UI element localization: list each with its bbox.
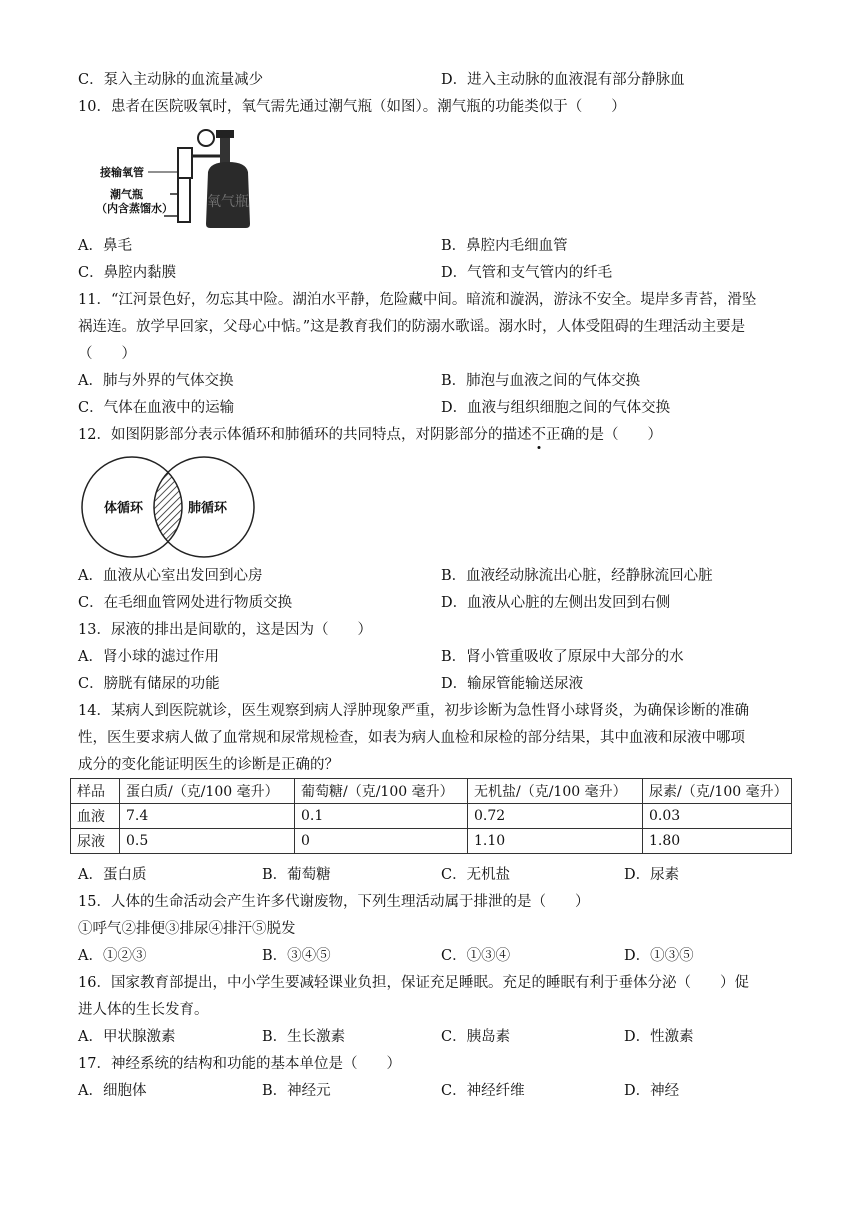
q14-stem-line3: 成分的变化能证明医生的诊断是正确的？ <box>78 757 339 773</box>
q10-option-b: B．鼻腔内毛细血管 <box>441 238 568 254</box>
q12-stem-pre: 12．如图阴影部分表示体循环和肺循环的共同特点，对阴影部分的描述 <box>78 427 532 443</box>
table-header: 无机盐/（克/100 毫升） <box>468 779 643 804</box>
q17-option-b: B．神经元 <box>262 1083 331 1099</box>
q14-option-a: A．蛋白质 <box>78 867 147 883</box>
table-cell: 1.80 <box>643 829 792 854</box>
q11-option-c: C．气体在血液中的运输 <box>78 400 235 416</box>
q10-option-d: D．气管和支气管内的纤毛 <box>441 265 613 281</box>
table-row <box>71 829 792 854</box>
q10-option-c: C．鼻腔内黏膜 <box>78 265 177 281</box>
q14-stem-line2: 性，医生要求病人做了血常规和尿常规检查，如表为病人血检和尿检的部分结果，其中血液和尿液中哪项 <box>78 730 745 746</box>
q13-option-c: C．膀胱有储尿的功能 <box>78 676 220 692</box>
label-pulmonary-circulation: 肺循环 <box>188 501 228 516</box>
table-header-row <box>71 779 792 804</box>
q9-option-d: D．进入主动脉的血液混有部分静脉血 <box>441 72 685 88</box>
label-distilled-water: （内含蒸馏水） <box>98 202 173 215</box>
table-cell: 0 <box>295 829 468 854</box>
q11-stem-line1: 11．“江河景色好，勿忘其中险。湖泊水平静，危险藏中间。暗流和漩涡，游泳不安全。堤岸多青苔，滑坠 <box>78 292 757 308</box>
q10-humidifier-figure <box>98 126 276 230</box>
q16-option-b: B．生长激素 <box>262 1029 346 1045</box>
q17-option-d: D．神经 <box>624 1083 680 1099</box>
q12-option-d: D．血液从心脏的左侧出发回到右侧 <box>441 595 671 611</box>
table-header: 样品 <box>71 779 120 804</box>
q15-option-c: C．①③④ <box>441 948 511 964</box>
q16-stem-line1: 16．国家教育部提出，中小学生要减轻课业负担，保证充足睡眠。充足的睡眠有利于垂体分泌（ ）促 <box>78 975 749 991</box>
table-cell: 1.10 <box>468 829 643 854</box>
oxygen-tank-label: 氧气瓶 <box>207 194 249 210</box>
q15-option-d: D．①③⑤ <box>624 948 694 964</box>
q11-option-b: B．肺泡与血液之间的气体交换 <box>441 373 641 389</box>
q14-option-c: C．无机盐 <box>441 867 511 883</box>
q12-stem-post: 正确的是（ ） <box>545 427 662 443</box>
q16-option-c: C．胰岛素 <box>441 1029 511 1045</box>
q11-option-d: D．血液与组织细胞之间的气体交换 <box>441 400 671 416</box>
q15-option-b: B．③④⑤ <box>262 948 331 964</box>
q16-option-d: D．性激素 <box>624 1029 694 1045</box>
label-humidifier-bottle: 潮气瓶 <box>110 188 143 201</box>
q16-option-a: A．甲状腺激素 <box>78 1029 176 1045</box>
label-oxygen-tube: 接输氧管 <box>100 166 144 179</box>
table-cell: 血液 <box>71 804 120 829</box>
label-systemic-circulation: 体循环 <box>104 501 144 516</box>
table-cell: 7.4 <box>120 804 295 829</box>
table-cell: 0.1 <box>295 804 468 829</box>
table-cell: 0.03 <box>643 804 792 829</box>
q12-option-c: C．在毛细血管网处进行物质交换 <box>78 595 293 611</box>
table-header: 蛋白质/（克/100 毫升） <box>120 779 295 804</box>
q14-results-table <box>70 778 792 854</box>
table-cell: 0.5 <box>120 829 295 854</box>
table-header: 尿素/（克/100 毫升） <box>643 779 792 804</box>
q16-stem-line2: 进人体的生长发育。 <box>78 1002 209 1018</box>
q14-option-b: B．葡萄糖 <box>262 867 331 883</box>
q17-stem: 17．神经系统的结构和功能的基本单位是（ ） <box>78 1056 401 1072</box>
q15-stem: 15．人体的生命活动会产生许多代谢废物，下列生理活动属于排泄的是（ ） <box>78 894 590 910</box>
q13-stem: 13．尿液的排出是间歇的，这是因为（ ） <box>78 622 372 638</box>
q17-option-c: C．神经纤维 <box>441 1083 525 1099</box>
q13-option-b: B．肾小管重吸收了原尿中大部分的水 <box>441 649 684 665</box>
q9-option-c: C．泵入主动脉的血流量减少 <box>78 72 264 88</box>
q12-venn-diagram <box>76 452 260 562</box>
q12-option-a: A．血液从心室出发回到心房 <box>78 568 263 584</box>
q12-emphasis-char: 不 <box>531 427 546 443</box>
q13-option-a: A．肾小球的滤过作用 <box>78 649 219 665</box>
q10-stem: 10．患者在医院吸氧时，氧气需先通过潮气瓶（如图）。潮气瓶的功能类似于（ ） <box>78 99 626 115</box>
q11-stem-line2: 祸连连。放学早回家，父母心中惦。”这是教育我们的防溺水歌谣。溺水时，人体受阻碍的生理活动主要是 <box>78 319 746 335</box>
q11-stem-line3: （ ） <box>78 346 136 362</box>
table-cell: 0.72 <box>468 804 643 829</box>
q10-option-a: A．鼻毛 <box>78 238 132 254</box>
q12-stem <box>78 425 662 445</box>
q12-option-b: B．血液经动脉流出心脏，经静脉流回心脏 <box>441 568 713 584</box>
q11-option-a: A．肺与外界的气体交换 <box>78 373 234 389</box>
q14-stem-line1: 14．某病人到医院就诊，医生观察到病人浮肿现象严重，初步诊断为急性肾小球肾炎，为确保诊断的准确 <box>78 703 749 719</box>
table-cell: 尿液 <box>71 829 120 854</box>
table-row <box>71 804 792 829</box>
q13-option-d: D．输尿管能输送尿液 <box>441 676 584 692</box>
q15-items: ①呼气②排便③排尿④排汗⑤脱发 <box>78 921 296 937</box>
table-header: 葡萄糖/（克/100 毫升） <box>295 779 468 804</box>
q15-option-a: A．①②③ <box>78 948 147 964</box>
q17-option-a: A．细胞体 <box>78 1083 147 1099</box>
q14-option-d: D．尿素 <box>624 867 680 883</box>
